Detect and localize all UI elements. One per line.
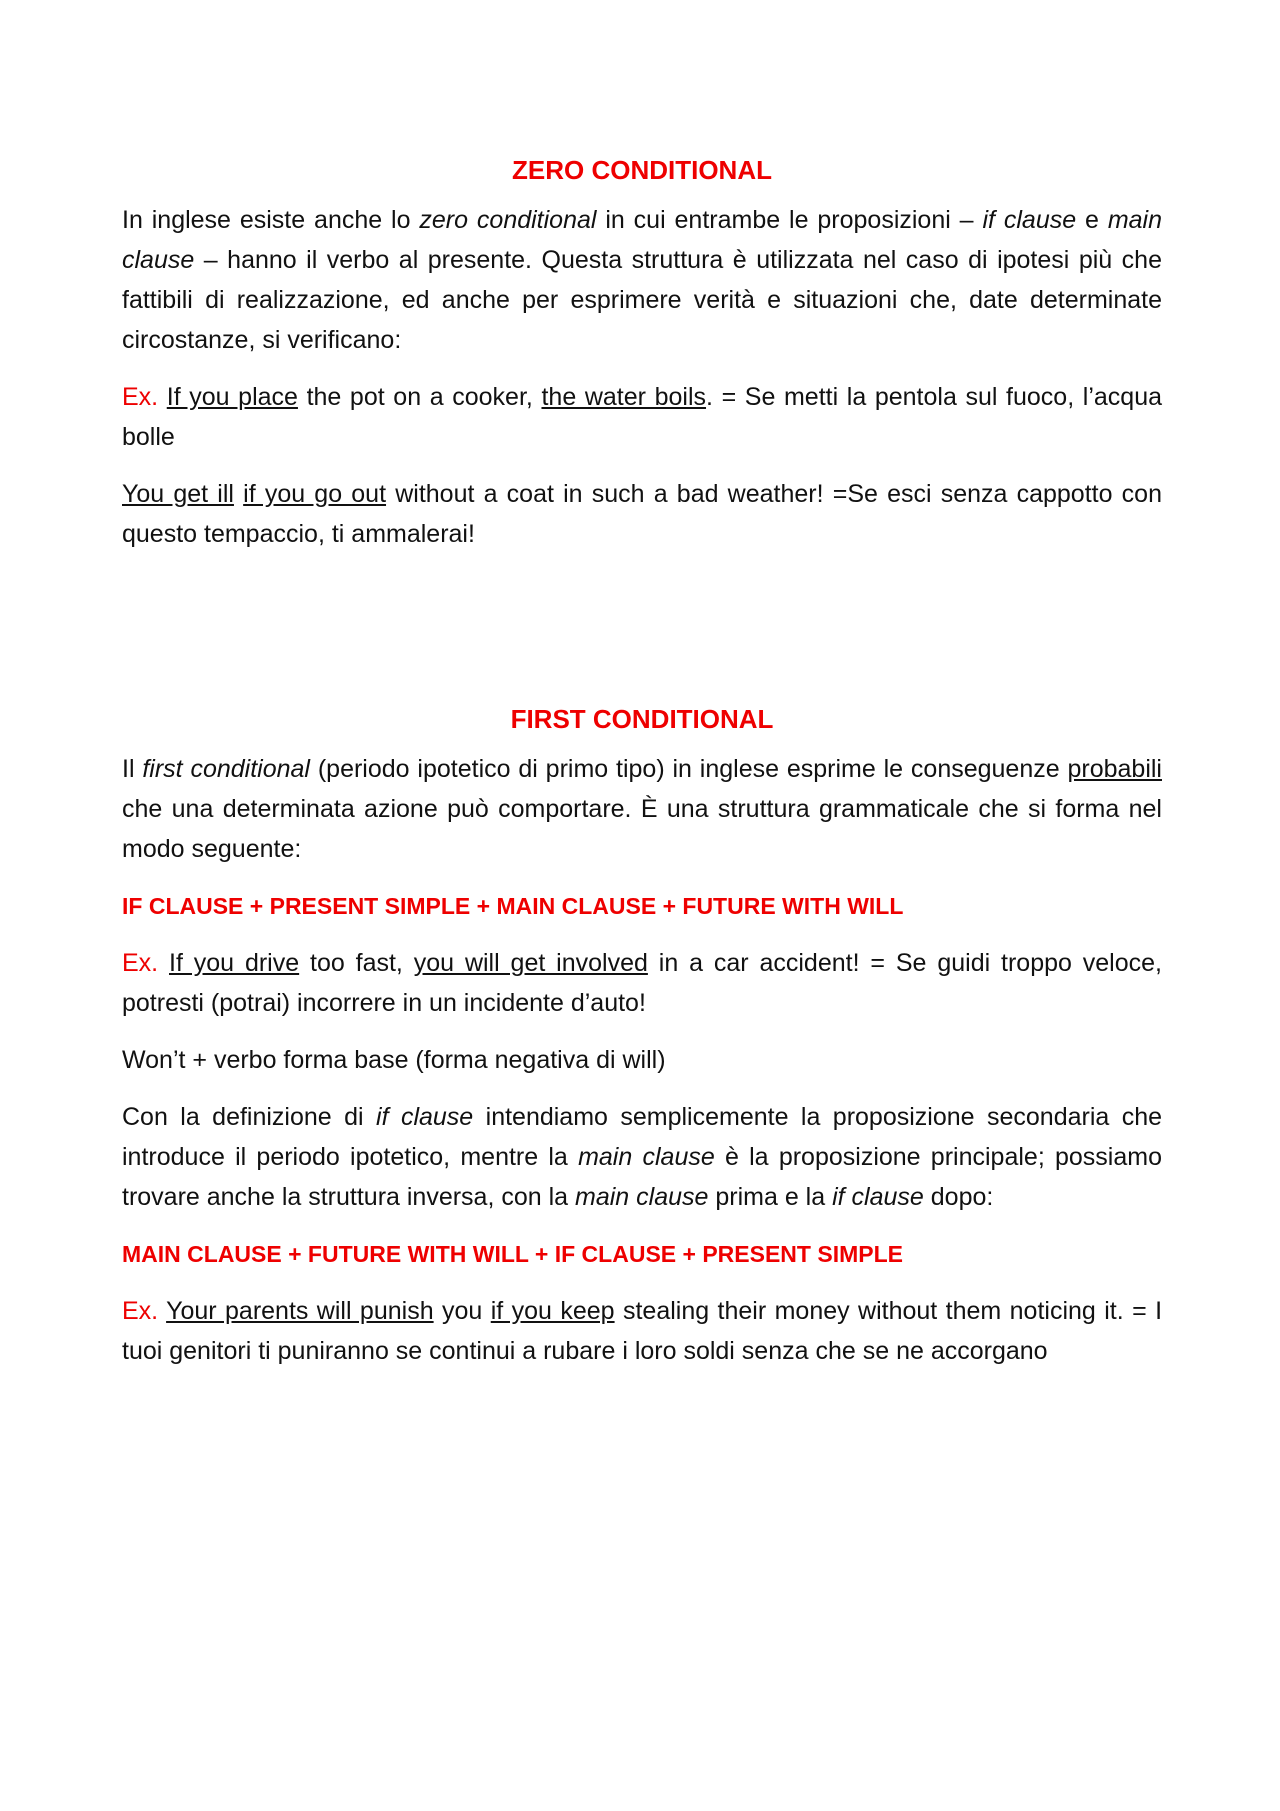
zero-example-2 [122, 474, 1162, 554]
main-clause-underlined: You get ill [122, 480, 234, 508]
example-text: stealing their money without them noticing it. = I tuoi genitori ti puniranno se continui a rubare i loro soldi senza che se ne accorgano [122, 1297, 1163, 1365]
formula-main-first: MAIN CLAUSE + FUTURE WITH WILL + IF CLAUSE + PRESENT SIMPLE [122, 1241, 903, 1267]
definition-italic: if clause [376, 1103, 474, 1131]
example-text [234, 480, 243, 508]
definition-italic: main clause [575, 1183, 709, 1211]
example-text: the pot on a cooker, [297, 383, 542, 411]
intro-italic: first conditional [142, 755, 310, 783]
example-text: . = Se metti la pentola sul fuoco, l’acqua bolle [122, 383, 1162, 451]
intro-underlined: probabili [1067, 755, 1162, 783]
first-example-1 [122, 943, 1162, 1023]
intro-italic: main clause [122, 206, 1162, 274]
main-clause-underlined: the water boils [541, 383, 707, 411]
definition-text: dopo: [923, 1183, 994, 1211]
zero-conditional-intro [122, 200, 1162, 360]
intro-text: che una determinata azione può comportare. È una struttura grammaticale che si forma nel modo seguente: [122, 795, 1162, 863]
intro-text: Il [122, 755, 143, 783]
example-text: without a coat in such a bad weather! =Se esci senza cappotto con questo tempaccio, ti ammalerai! [122, 480, 1162, 548]
definition-text: prima e la [708, 1183, 833, 1211]
section-spacer [122, 571, 1162, 699]
definition-italic: main clause [578, 1143, 715, 1171]
clause-definition [122, 1097, 1162, 1217]
main-clause-underlined: Your parents will punish [166, 1297, 434, 1325]
intro-text: e [1076, 206, 1108, 234]
intro-italic: zero conditional [419, 206, 597, 234]
example-text: you [433, 1297, 491, 1325]
definition-italic: if clause [832, 1183, 924, 1211]
first-conditional-title: FIRST CONDITIONAL [510, 704, 774, 734]
example-label: Ex. [122, 383, 159, 411]
example-label: Ex. [122, 949, 159, 977]
example-text: too fast, [299, 949, 414, 977]
document-page [122, 150, 1162, 1388]
negative-form-note: Won’t + verbo forma base (forma negativa di will) [122, 1046, 666, 1074]
example-label: Ex. [122, 1297, 159, 1325]
if-clause-underlined: If you place [166, 383, 298, 411]
if-clause-underlined: if you keep [490, 1297, 615, 1325]
if-clause-underlined: If you drive [169, 949, 300, 977]
definition-text: Con la definizione di [122, 1103, 377, 1131]
intro-italic: if clause [982, 206, 1077, 234]
definition-text: è la proposizione principale; possiamo trovare anche la struttura inversa, con la [122, 1143, 1162, 1211]
zero-conditional-title: ZERO CONDITIONAL [512, 155, 772, 185]
first-example-2 [122, 1291, 1162, 1371]
zero-example-1 [122, 377, 1162, 457]
main-clause-underlined: you will get involved [413, 949, 648, 977]
formula-if-first: IF CLAUSE + PRESENT SIMPLE + MAIN CLAUSE + FUTURE WITH WILL [122, 893, 904, 919]
intro-text: – hanno il verbo al presente. Questa struttura è utilizzata nel caso di ipotesi più che fattibili di realizzazione, ed anche per esprimere verità e situazioni che, date determinate circostanze, si verificano: [122, 246, 1162, 354]
example-text: in a car accident! = Se guidi troppo veloce, potresti (potrai) incorrere in un incidente d’auto! [122, 949, 1162, 1017]
intro-text: (periodo ipotetico di primo tipo) in inglese esprime le conseguenze [310, 755, 1068, 783]
first-conditional-intro [122, 749, 1162, 869]
if-clause-underlined: if you go out [243, 480, 387, 508]
intro-text: in cui entrambe le proposizioni – [596, 206, 983, 234]
intro-text: In inglese esiste anche lo [122, 206, 420, 234]
definition-text: intendiamo semplicemente la proposizione secondaria che introduce il periodo ipotetico, mentre la [122, 1103, 1163, 1171]
